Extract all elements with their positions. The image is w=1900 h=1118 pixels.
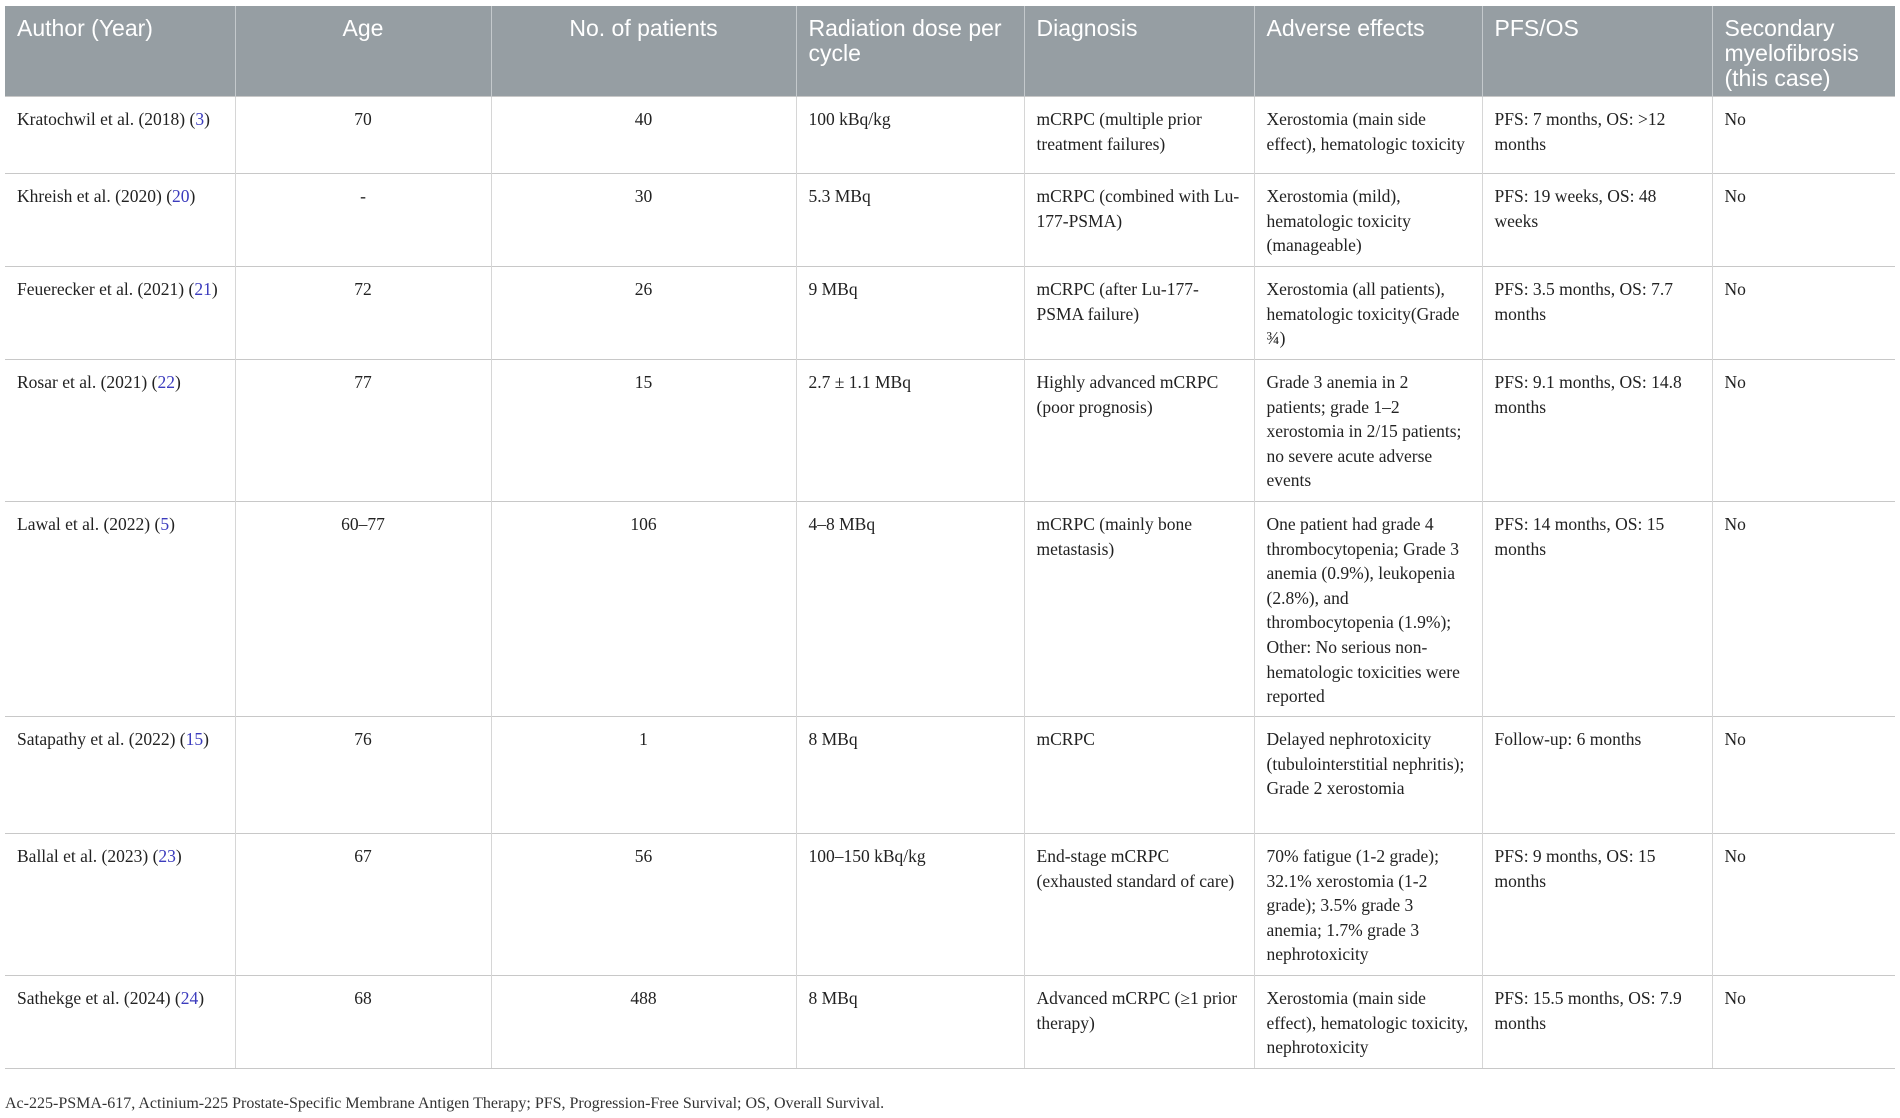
age-cell: 67 — [235, 834, 491, 976]
reference-link[interactable]: 3 — [195, 109, 205, 129]
diagnosis-cell: End-stage mCRPC (exhausted standard of care) — [1024, 834, 1254, 976]
myelofibrosis-cell: No — [1712, 976, 1895, 1069]
header-adverse-effects: Adverse effects — [1254, 6, 1482, 97]
table-row — [5, 976, 1895, 1069]
table-footnote: Ac-225-PSMA-617, Actinium-225 Prostate-Specific Membrane Antigen Therapy; PFS, Progression-Free Survival; OS, Overall Survival. — [5, 1095, 885, 1112]
header-row — [5, 6, 1895, 97]
age-cell: - — [235, 174, 491, 267]
patients-cell: 56 — [491, 834, 796, 976]
age-cell: 76 — [235, 717, 491, 834]
myelofibrosis-cell: No — [1712, 97, 1895, 174]
reference-link[interactable]: 5 — [160, 514, 170, 534]
adverse-effects-cell: Xerostomia (all patients), hematologic toxicity(Grade ¾) — [1254, 267, 1482, 360]
dose-cell: 9 MBq — [796, 267, 1024, 360]
adverse-effects-cell: Xerostomia (main side effect), hematologic toxicity, nephrotoxicity — [1254, 976, 1482, 1069]
header-pfs-os: PFS/OS — [1482, 6, 1712, 97]
table-row — [5, 360, 1895, 502]
myelofibrosis-cell: No — [1712, 502, 1895, 717]
reference-link[interactable]: 23 — [158, 846, 176, 866]
dose-cell: 8 MBq — [796, 717, 1024, 834]
dose-cell: 8 MBq — [796, 976, 1024, 1069]
adverse-effects-cell: Xerostomia (main side effect), hematologic toxicity — [1254, 97, 1482, 174]
pfs-os-cell: PFS: 3.5 months, OS: 7.7 months — [1482, 267, 1712, 360]
myelofibrosis-cell: No — [1712, 174, 1895, 267]
author-cell: Khreish et al. (2020) (20) — [5, 174, 235, 267]
myelofibrosis-cell: No — [1712, 267, 1895, 360]
author-cell: Sathekge et al. (2024) (24) — [5, 976, 235, 1069]
dose-cell: 4–8 MBq — [796, 502, 1024, 717]
diagnosis-cell: Highly advanced mCRPC (poor prognosis) — [1024, 360, 1254, 502]
myelofibrosis-cell: No — [1712, 834, 1895, 976]
data-table-container — [5, 6, 1895, 1069]
table-row — [5, 97, 1895, 174]
patients-cell: 1 — [491, 717, 796, 834]
diagnosis-cell: mCRPC — [1024, 717, 1254, 834]
myelofibrosis-cell: No — [1712, 360, 1895, 502]
diagnosis-cell: Advanced mCRPC (≥1 prior therapy) — [1024, 976, 1254, 1069]
pfs-os-cell: PFS: 9.1 months, OS: 14.8 months — [1482, 360, 1712, 502]
author-cell: Feuerecker et al. (2021) (21) — [5, 267, 235, 360]
age-cell: 68 — [235, 976, 491, 1069]
reference-link[interactable]: 15 — [185, 729, 204, 749]
pfs-os-cell: Follow-up: 6 months — [1482, 717, 1712, 834]
author-cell: Satapathy et al. (2022) (15) — [5, 717, 235, 834]
header-diagnosis: Diagnosis — [1024, 6, 1254, 97]
age-cell: 72 — [235, 267, 491, 360]
pfs-os-cell: PFS: 7 months, OS: >12 months — [1482, 97, 1712, 174]
patients-cell: 26 — [491, 267, 796, 360]
adverse-effects-cell: One patient had grade 4 thrombocytopenia; Grade 3 anemia (0.9%), leukopenia (2.8%), and thrombocytopenia (1.9%); Other: No serious non-hematologic toxicities were reported — [1254, 502, 1482, 717]
header-author: Author (Year) — [5, 6, 235, 97]
reference-link[interactable]: 20 — [172, 186, 190, 206]
reference-link[interactable]: 21 — [194, 279, 212, 299]
pfs-os-cell: PFS: 15.5 months, OS: 7.9 months — [1482, 976, 1712, 1069]
header-myelofibrosis: Secondary myelofibrosis (this case) — [1712, 6, 1895, 97]
reference-link[interactable]: 22 — [157, 372, 175, 392]
diagnosis-cell: mCRPC (combined with Lu-177-PSMA) — [1024, 174, 1254, 267]
author-cell: Rosar et al. (2021) (22) — [5, 360, 235, 502]
age-cell: 70 — [235, 97, 491, 174]
adverse-effects-cell: 70% fatigue (1-2 grade); 32.1% xerostomia (1-2 grade); 3.5% grade 3 anemia; 1.7% grade 3 nephrotoxicity — [1254, 834, 1482, 976]
table-row — [5, 174, 1895, 267]
dose-cell: 2.7 ± 1.1 MBq — [796, 360, 1024, 502]
adverse-effects-cell: Grade 3 anemia in 2 patients; grade 1–2 xerostomia in 2/15 patients; no severe acute adverse events — [1254, 360, 1482, 502]
patients-cell: 106 — [491, 502, 796, 717]
diagnosis-cell: mCRPC (multiple prior treatment failures) — [1024, 97, 1254, 174]
table-row — [5, 267, 1895, 360]
patients-cell: 40 — [491, 97, 796, 174]
table-row — [5, 834, 1895, 976]
patients-cell: 15 — [491, 360, 796, 502]
study-comparison-table — [5, 6, 1895, 1069]
reference-link[interactable]: 24 — [180, 988, 199, 1008]
pfs-os-cell: PFS: 14 months, OS: 15 months — [1482, 502, 1712, 717]
dose-cell: 5.3 MBq — [796, 174, 1024, 267]
pfs-os-cell: PFS: 19 weeks, OS: 48 weeks — [1482, 174, 1712, 267]
header-patients: No. of patients — [491, 6, 796, 97]
patients-cell: 30 — [491, 174, 796, 267]
diagnosis-cell: mCRPC (mainly bone metastasis) — [1024, 502, 1254, 717]
adverse-effects-cell: Xerostomia (mild), hematologic toxicity (manageable) — [1254, 174, 1482, 267]
diagnosis-cell: mCRPC (after Lu-177-PSMA failure) — [1024, 267, 1254, 360]
dose-cell: 100–150 kBq/kg — [796, 834, 1024, 976]
pfs-os-cell: PFS: 9 months, OS: 15 months — [1482, 834, 1712, 976]
dose-cell: 100 kBq/kg — [796, 97, 1024, 174]
header-age: Age — [235, 6, 491, 97]
author-cell: Kratochwil et al. (2018) (3) — [5, 97, 235, 174]
myelofibrosis-cell: No — [1712, 717, 1895, 834]
age-cell: 60–77 — [235, 502, 491, 717]
author-cell: Lawal et al. (2022) (5) — [5, 502, 235, 717]
adverse-effects-cell: Delayed nephrotoxicity (tubulointerstitial nephritis); Grade 2 xerostomia — [1254, 717, 1482, 834]
table-row — [5, 717, 1895, 834]
age-cell: 77 — [235, 360, 491, 502]
patients-cell: 488 — [491, 976, 796, 1069]
table-row — [5, 502, 1895, 717]
header-dose: Radiation dose per cycle — [796, 6, 1024, 97]
author-cell: Ballal et al. (2023) (23) — [5, 834, 235, 976]
